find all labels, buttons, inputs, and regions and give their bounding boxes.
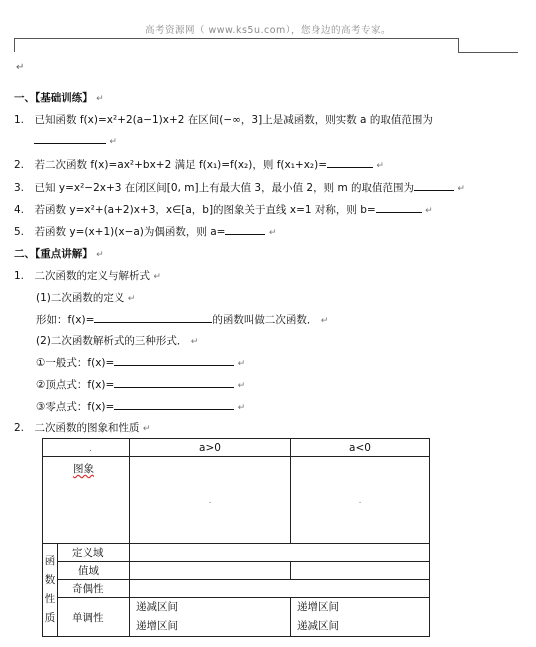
page-header: 高考资源网（ www.ks5u.com），您身边的高考专家。 bbox=[144, 25, 392, 36]
section2-title: 二、【重点讲解】 ↵ bbox=[14, 248, 104, 260]
graph-a-negative[interactable]: . bbox=[291, 457, 430, 544]
table-corner-cell: . bbox=[43, 439, 130, 457]
question-2: 2. 若二次函数 f(x)=ax²+bx+2 满足 f(x₁)=f(x₂)，则 f(x₁+x₂)= ↵ bbox=[14, 159, 384, 171]
form-vertex: ②顶点式：f(x)= ↵ bbox=[36, 379, 246, 391]
question-1-blank[interactable]: ↵ bbox=[34, 134, 117, 147]
header-a-positive: a>0 bbox=[130, 439, 291, 457]
graph-a-positive[interactable]: . bbox=[130, 457, 291, 544]
mono-a-positive[interactable]: 递减区间 递增区间 bbox=[130, 598, 291, 637]
row-parity-label: 奇偶性 bbox=[58, 580, 130, 598]
question-4: 4. 若函数 y=x²+(a+2)x+3，x∈[a，b]的图象关于直线 x=1 对称，则 b= ↵ bbox=[14, 204, 433, 216]
point-1a: (1)二次函数的定义 ↵ bbox=[36, 292, 136, 304]
header-a-negative: a<0 bbox=[291, 439, 430, 457]
point-2: 2. 二次函数的图象和性质 ↵ bbox=[14, 422, 151, 434]
question-5: 5. 若函数 y=(x+1)(x−a)为偶函数，则 a= ↵ bbox=[14, 226, 277, 238]
point-1c: (2)二次函数解析式的三种形式． ↵ bbox=[36, 335, 199, 347]
parity-cell[interactable] bbox=[130, 580, 430, 598]
section1-title: 一、【基础训练】 ↵ bbox=[14, 92, 104, 104]
properties-group-label: 函 数 性 质 bbox=[43, 544, 58, 637]
properties-table bbox=[42, 438, 430, 637]
range-a-negative[interactable] bbox=[291, 562, 430, 580]
domain-cell[interactable] bbox=[130, 544, 430, 562]
form-general: ①一般式：f(x)= ↵ bbox=[36, 357, 246, 369]
row-range-label: 值域 bbox=[58, 562, 130, 580]
header-corner-right bbox=[458, 38, 459, 52]
mono-a-negative[interactable]: 递增区间 递减区间 bbox=[291, 598, 430, 637]
range-a-positive[interactable] bbox=[130, 562, 291, 580]
question-3: 3. 已知 y=x²−2x+3 在闭区间[0, m]上有最大值 3，最小值 2，则 m 的取值范围为 ↵ bbox=[14, 182, 465, 194]
header-corner-right-ext bbox=[458, 52, 518, 53]
point-1b: 形如：f(x)= 的函数叫做二次函数． ↵ bbox=[36, 314, 329, 326]
row-domain-label: 定义域 bbox=[58, 544, 130, 562]
header-corner-left bbox=[14, 38, 15, 52]
row-mono-label: 单调性 bbox=[58, 598, 130, 637]
row-graph-label: 图象 bbox=[43, 457, 130, 544]
paragraph-mark: ↵ bbox=[16, 62, 25, 73]
point-1: 1. 二次函数的定义与解析式 ↵ bbox=[14, 270, 161, 282]
form-zero: ③零点式：f(x)= ↵ bbox=[36, 401, 246, 413]
header-rule bbox=[14, 38, 458, 39]
question-1: 1. 已知函数 f(x)=x²+2(a−1)x+2 在区间(−∞，3]上是减函数，则实数 a 的取值范围为 bbox=[14, 114, 433, 126]
